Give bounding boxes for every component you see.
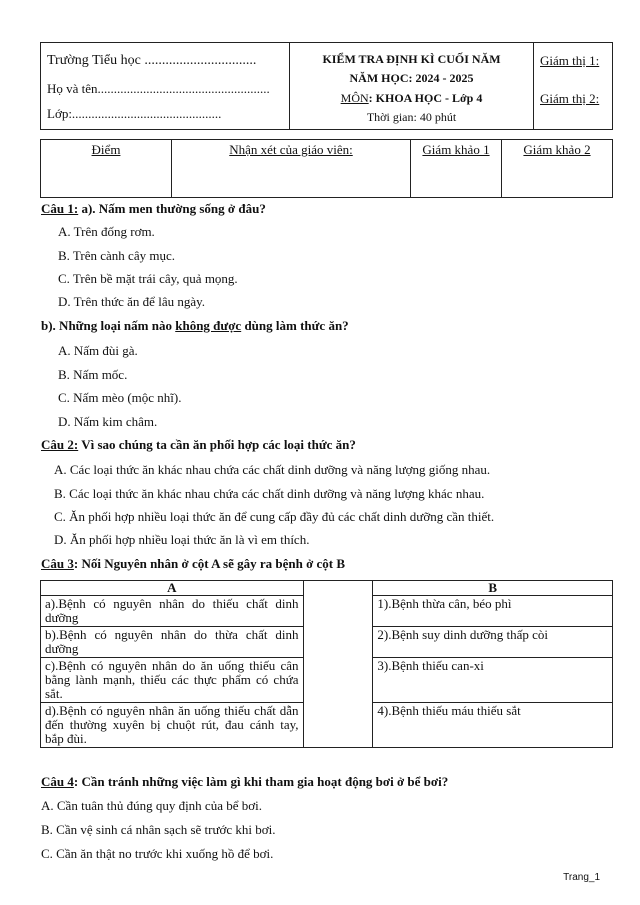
disease-4: 4).Bệnh thiếu máu thiếu sắt (373, 703, 613, 748)
subject-label: MÔN (340, 91, 369, 105)
school-year: NĂM HỌC: 2024 - 2025 (349, 71, 474, 85)
q4-option-a: A. Cần tuân thủ đúng quy định của bể bơi. (41, 798, 262, 813)
student-info (41, 43, 290, 129)
q1-b-option-d: D. Nấm kim châm. (58, 414, 158, 429)
page-number: Trang_1 (563, 872, 600, 883)
q1-b-option-c: C. Nấm mèo (mộc nhĩ). (58, 390, 182, 405)
q4-option-c: C. Cần ăn thật no trước khi xuống hồ để bơi. (41, 846, 274, 861)
subject-line (290, 91, 533, 106)
q1-a-heading (41, 201, 266, 216)
q2-label: Câu 2: (41, 437, 79, 452)
score-label: Điểm (91, 142, 121, 157)
exam-header (40, 42, 613, 130)
proctor-1: Giám thị 1: (540, 53, 600, 68)
q2-text: Vì sao chúng ta cần ăn phối hợp các loại thức ăn? (78, 437, 356, 452)
col-a-header: A (41, 581, 304, 596)
q1-b-post: dùng làm thức ăn? (241, 318, 349, 333)
cause-c: c).Bệnh có nguyên nhân do ăn uống thiếu cân bằng lành mạnh, thiếu các thực phẩm có chứa sắt. (41, 658, 304, 703)
name-line: Họ và tên..................................................... (47, 81, 270, 96)
q1-label: Câu 1: (41, 201, 79, 216)
exam-title: KIỂM TRA ĐỊNH KÌ CUỐI NĂM (322, 52, 501, 66)
q2-option-d: D. Ăn phối hợp nhiều loại thức ăn là vì em thích. (54, 532, 310, 547)
school-line: Trường Tiểu học ................................ (47, 53, 257, 68)
q1-b-emphasis: không được (175, 318, 242, 333)
examiner2-label: Giám khảo 2 (523, 142, 591, 157)
subject-value: : KHOA HỌC - Lớp 4 (368, 91, 483, 105)
q4-option-b: B. Cần vệ sinh cá nhân sạch sẽ trước khi bơi. (41, 822, 276, 837)
disease-1: 1).Bệnh thừa cân, béo phì (373, 596, 613, 627)
q2-option-b: B. Các loại thức ăn khác nhau chứa các chất dinh dưỡng và năng lượng khác nhau. (54, 486, 485, 501)
matching-header-row (41, 581, 613, 596)
comment-cell (172, 140, 411, 197)
cause-b: b).Bệnh có nguyên nhân do thừa chất dinh dưỡng (41, 627, 304, 658)
matching-gap (303, 581, 373, 748)
examiner1-label: Giám khảo 1 (422, 142, 490, 157)
q1-b-heading (41, 318, 349, 333)
q4-heading (41, 774, 448, 789)
q1-a-option-a: A. Trên đống rơm. (58, 224, 155, 239)
q2-heading (41, 437, 356, 452)
exam-title-block (290, 43, 534, 129)
proctor-2: Giám thị 2: (540, 91, 600, 106)
disease-3: 3).Bệnh thiếu can-xi (373, 658, 613, 703)
q1-a-option-c: C. Trên bề mặt trái cây, quả mọng. (58, 271, 238, 286)
q3-heading (41, 556, 345, 571)
q1-a-option-b: B. Trên cành cây mục. (58, 248, 175, 263)
q1-b-pre: b). Những loại nấm nào (41, 318, 176, 333)
cause-a: a).Bệnh có nguyên nhân do thiếu chất dinh dưỡng (41, 596, 304, 627)
examiner1-cell (411, 140, 502, 197)
q1-a-text: a). Nấm men thường sống ở đâu? (78, 201, 266, 216)
q2-option-c: C. Ăn phối hợp nhiều loại thức ăn để cung cấp đầy đủ các chất dinh dưỡng cần thiết. (54, 509, 495, 524)
examiner2-cell (502, 140, 612, 197)
q1-a-option-d: D. Trên thức ăn để lâu ngày. (58, 294, 206, 309)
class-line: Lớp:.............................................. (47, 106, 222, 121)
score-cell (41, 140, 172, 197)
cause-d: d).Bệnh có nguyên nhân ăn uống thiếu chất dẫn đến thường xuyên bị chuột rút, đau cánh tay, bắp đùi. (41, 703, 304, 748)
q1-b-option-b: B. Nấm mốc. (58, 367, 128, 382)
q4-text: : Cần tránh những việc làm gì khi tham gia hoạt động bơi ở bể bơi? (73, 774, 449, 789)
q4-label: Câu 4 (41, 774, 74, 789)
grading-table (40, 139, 613, 198)
proctor-block (534, 43, 612, 129)
q3-text: : Nối Nguyên nhân ở cột A sẽ gây ra bệnh ở cột B (73, 556, 346, 571)
q3-label: Câu 3 (41, 556, 74, 571)
col-b-header: B (373, 581, 613, 596)
q1-b-option-a: A. Nấm đùi gà. (58, 343, 138, 358)
matching-table (40, 580, 613, 748)
time-line: Thời gian: 40 phút (366, 110, 457, 124)
q2-option-a: A. Các loại thức ăn khác nhau chứa các chất dinh dưỡng và năng lượng giống nhau. (54, 462, 491, 477)
comment-label: Nhận xét của giáo viên: (229, 142, 353, 157)
disease-2: 2).Bệnh suy dinh dưỡng thấp còi (373, 627, 613, 658)
